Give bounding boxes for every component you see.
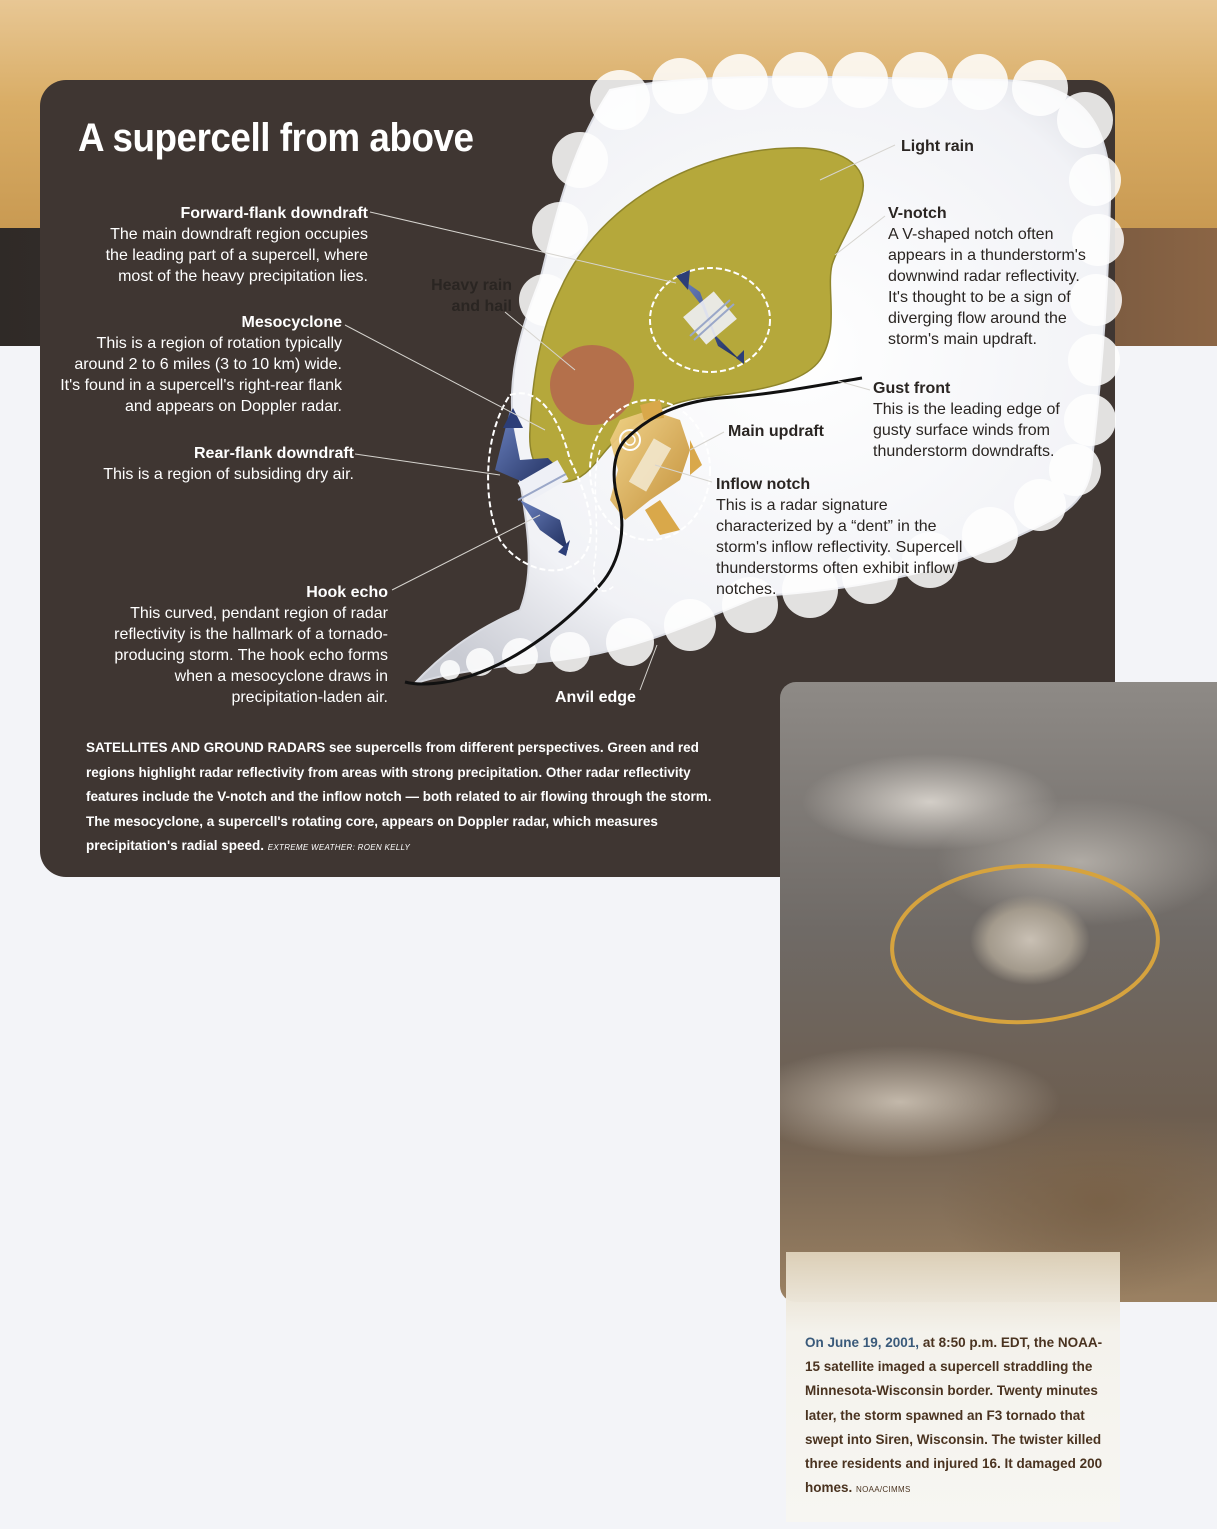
caption-text: see supercells from different perspectives. Green and red regions highlight radar reflectivity from areas with strong precipitation. Other radar reflectivity features include the V-notch and the inflow notch — both related to air flowing through the storm. The mesocyclone, a supercell's rotating core, appears on Doppler radar, which measures precipitation's radial speed. bbox=[86, 740, 712, 853]
mesocyclone-head: Mesocyclone bbox=[241, 314, 342, 331]
gust-front-body: This is the leading edge of gusty surface winds from thunderstorm downdrafts. bbox=[873, 401, 1060, 460]
forward-flank-head: Forward-flank downdraft bbox=[180, 205, 368, 222]
light-rain-label: Light rain bbox=[901, 138, 974, 155]
caption-credit: EXTREME WEATHER: ROEN KELLY bbox=[267, 843, 411, 852]
satellite-photo bbox=[780, 682, 1217, 1302]
supercell-highlight-ring bbox=[780, 682, 1217, 1302]
inflow-notch-label bbox=[716, 474, 988, 600]
v-notch-head: V-notch bbox=[888, 205, 947, 222]
anvil-edge-label: Anvil edge bbox=[555, 689, 636, 706]
forward-flank-body: The main downdraft region occupies the leading part of a supercell, where most of the heavy precipitation lies. bbox=[105, 226, 368, 285]
gust-front-head: Gust front bbox=[873, 380, 951, 397]
main-updraft-label: Main updraft bbox=[728, 423, 824, 440]
forward-flank-label bbox=[90, 203, 368, 287]
photo-caption-lead: On June 19, 2001, bbox=[805, 1335, 920, 1350]
photo-caption-credit: NOAA/CIMMS bbox=[856, 1485, 911, 1495]
photo-caption bbox=[805, 1331, 1115, 1502]
v-notch-body: A V-shaped notch often appears in a thunderstorm's downwind radar reflectivity. It's thought to be a sign of diverging flow around the storm's main updraft. bbox=[888, 226, 1086, 348]
rear-flank-head: Rear-flank downdraft bbox=[193, 445, 354, 462]
diagram-caption bbox=[86, 736, 726, 861]
hook-echo-body: This curved, pendant region of radar reflectivity is the hallmark of a tornado-producing storm. The hook echo forms when a mesocyclone draws in precipitation-laden air. bbox=[114, 605, 388, 706]
mesocyclone-label bbox=[58, 312, 342, 417]
caption-lead: SATELLITES AND GROUND RADARS bbox=[86, 740, 326, 755]
heavy-rain-label: Heavy rain and hail bbox=[431, 277, 512, 315]
rear-flank-body: This is a region of subsiding dry air. bbox=[103, 466, 354, 483]
inflow-notch-body: This is a radar signature characterized by a “dent” in the storm's inflow reflectivity. Supercell thunderstorms often exhibit inflow notches. bbox=[716, 497, 963, 598]
hook-echo-head: Hook echo bbox=[306, 584, 388, 601]
hook-echo-label bbox=[112, 582, 388, 708]
v-notch-label bbox=[888, 203, 1100, 350]
inflow-notch-head: Inflow notch bbox=[716, 476, 811, 493]
rear-flank-label bbox=[70, 443, 354, 485]
photo-caption-text: at 8:50 p.m. EDT, the NOAA-15 satellite imaged a supercell straddling the Minnesota-Wisconsin border. Twenty minutes later, the storm spawned an F3 tornado that swept into Siren, Wisconsin. The twister killed three residents and injured 16. It damaged 200 homes. bbox=[805, 1335, 1103, 1496]
page-title: A supercell from above bbox=[78, 116, 474, 160]
mesocyclone-body: This is a region of rotation typically around 2 to 6 miles (3 to 10 km) wide. It's found in a supercell's right-rear flank and appears on Doppler radar. bbox=[60, 335, 342, 415]
gust-front-label bbox=[873, 378, 1073, 462]
heavy-rain-core bbox=[550, 345, 634, 425]
